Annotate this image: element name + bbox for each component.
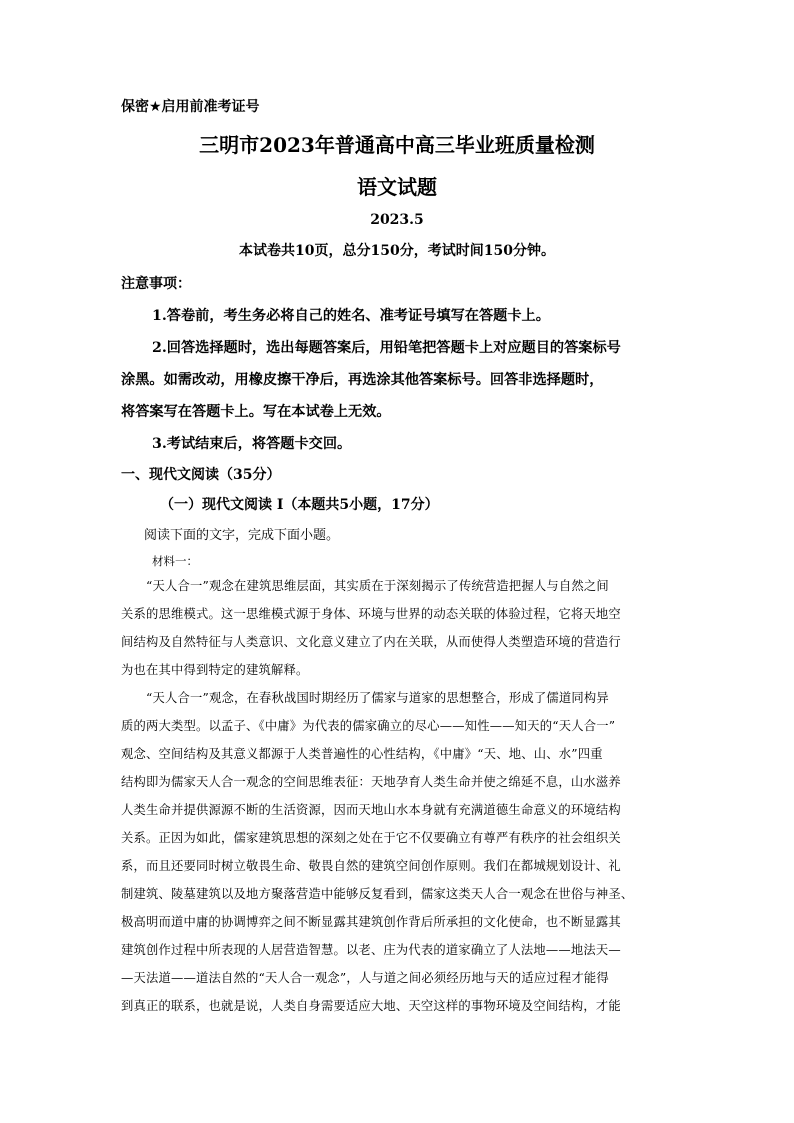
- note-item-1: 1.答卷前，考生务必将自己的姓名、准考证号填写在答题卡上。: [152, 308, 550, 324]
- section-heading: 一、现代文阅读（35分）: [121, 467, 281, 483]
- exam-info: 本试卷共10页，总分150分，考试时间150分钟。: [239, 243, 555, 259]
- paragraph-line: 关系。正因为如此，儒家建筑思想的深刻之处在于它不仅要确立有尊严有秩序的社会组织关: [121, 831, 621, 845]
- paragraph-line: 人类生命并提供源源不断的生活资源，因而天地山水本身就有充满道德生命意义的环境结构: [121, 803, 621, 817]
- paragraph-line: 结构即为儒家天人合一观念的空间思维表征：天地孕育人类生命并使之绵延不息，山水滋养: [121, 775, 621, 789]
- paragraph-line: “天人合一”观念在建筑思维层面，其实质在于深刻揭示了传统营造把握人与自然之间: [146, 579, 609, 593]
- paragraph-line: 建筑创作过程中所表现的人居营造智慧。以老、庄为代表的道家确立了人法地——地法天—: [121, 943, 621, 957]
- note-item-3: 3.考试结束后，将答题卡交回。: [152, 436, 352, 452]
- paragraph-line: 间结构及自然特征与人类意识、文化意义建立了内在关联，从而使得人类塑造环境的营造行: [121, 635, 621, 649]
- paragraph-line: “天人合一”观念，在春秋战国时期经历了儒家与道家的思想整合，形成了儒道同构异: [146, 691, 609, 705]
- material-label: 材料一：: [152, 554, 198, 568]
- paragraph-line: 为也在其中得到特定的建筑解释。: [121, 663, 309, 677]
- paragraph-line: 观念、空间结构及其意义都源于人类普遍性的心性结构，《中庸》“天、地、山、水”四重: [121, 747, 603, 761]
- exam-date: 2023.5: [370, 212, 424, 228]
- paragraph-line: 极高明而道中庸的协调博弈之间不断显露其建筑创作背后所承担的文化使命，也不断显露其: [121, 915, 621, 929]
- paragraph-line: 关系的思维模式。这一思维模式源于身体、环境与世界的动态关联的体验过程，它将天地空: [121, 607, 621, 621]
- exam-title: 三明市2023年普通高中高三毕业班质量检测: [199, 133, 595, 157]
- paragraph-line: 制建筑、陵墓建筑以及地方聚落营造中能够反复看到，儒家这类天人合一观念在世俗与神圣、: [121, 887, 634, 901]
- note-item-2-line-1: 2.回答选择题时，选出每题答案后，用铅笔把答题卡上对应题目的答案标号: [152, 340, 621, 356]
- subject-title: 语文试题: [357, 175, 437, 199]
- confidential-mark: 保密★启用前准考证号: [121, 99, 260, 115]
- note-item-2-line-3: 将答案写在答题卡上。写在本试卷上无效。: [121, 404, 391, 420]
- reading-instruction: 阅读下面的文字，完成下面小题。: [144, 528, 340, 543]
- notes-heading: 注意事项：: [121, 276, 191, 292]
- paragraph-line: 质的两大类型。以孟子、《中庸》为代表的儒家确立的尽心——知性——知天的“天人合一”: [121, 719, 616, 733]
- paragraph-line: 到真正的联系，也就是说，人类自身需要适应大地、天空这样的事物环境及空间结构，才能: [121, 999, 621, 1013]
- paragraph-line: —天法道——道法自然的“天人合一观念”，人与道之间必须经历地与天的适应过程才能得: [121, 971, 609, 985]
- subsection-heading: （一）现代文阅读 I（本题共5小题，17分）: [160, 497, 439, 513]
- paragraph-line: 系，而且还要同时树立敬畏生命、敬畏自然的建筑空间创作原则。我们在都城规划设计、礼: [121, 859, 621, 873]
- note-item-2-line-2: 涂黑。如需改动，用橡皮擦干净后，再选涂其他答案标号。回答非选择题时，: [121, 372, 604, 388]
